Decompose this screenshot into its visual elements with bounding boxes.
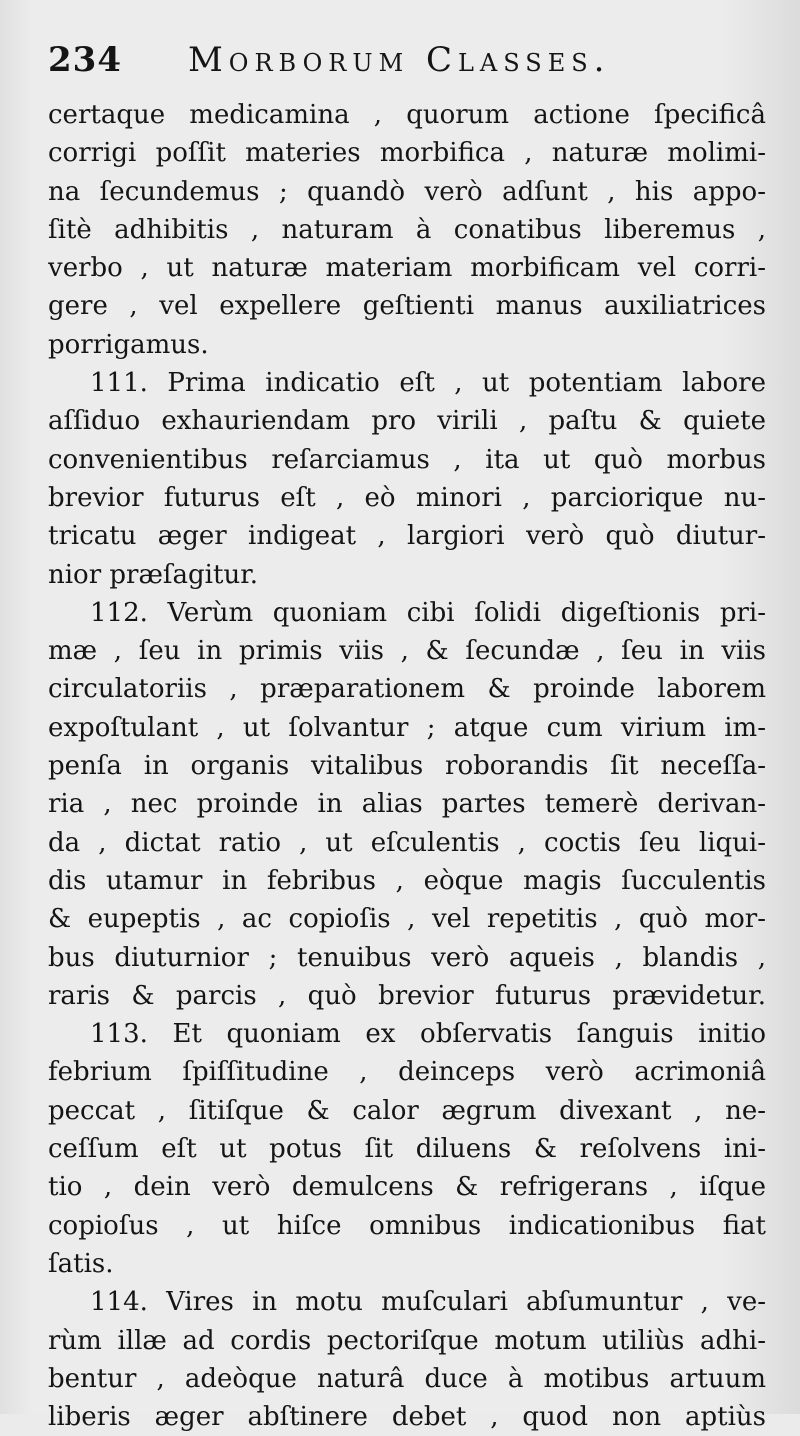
text-line: ſatis. <box>48 1248 114 1279</box>
text-line: brevior futurus eſt , eò minori , parciorique nu- <box>48 482 766 513</box>
text-line: dis utamur in febribus , eòque magis ſucculentis <box>48 865 766 896</box>
text-line: corrigi poſſit materies morbifica , naturæ molimi- <box>48 138 766 169</box>
paragraph-first-line: 114. Vires in motu muſculari abſumuntur , ve- <box>90 1287 766 1318</box>
text-line: mæ , ſeu in primis viis , & ſecundæ , ſeu in viis <box>48 636 766 667</box>
text-line: aſſiduo exhauriendam pro virili , paſtu & quiete <box>48 406 766 437</box>
paragraph-first-line: 111. Prima indicatio eſt , ut potentiam labore <box>90 368 766 399</box>
page-number: 234 <box>48 40 122 80</box>
text-line: circulatoriis , præparationem & proinde laborem <box>48 674 766 705</box>
text-line: tio , dein verò demulcens & refrigerans , iſque <box>48 1172 766 1203</box>
text-line: na ſecundemus ; quandò verò adſunt , his appo- <box>48 176 766 207</box>
text-line: da , dictat ratio , ut eſculentis , coctis ſeu liqui- <box>48 827 766 858</box>
text-line: certaque medicamina , quorum actione ſpecificâ <box>48 100 766 130</box>
text-line: tricatu æger indigeat , largiori verò quò diutur- <box>48 521 766 552</box>
text-line: febrium ſpiſſitudine , deinceps verò acrimoniâ <box>48 1057 766 1088</box>
text-line: peccat , ſitiſque & calor ægrum divexant , ne- <box>48 1095 766 1126</box>
text-line: bus diuturnior ; tenuibus verò aqueis , blandis , <box>48 942 766 973</box>
text-line: & eupeptis , ac copioſis , vel repetitis , quò mor- <box>48 904 766 935</box>
body-text <box>48 96 766 1436</box>
paragraph-first-line: 113. Et quoniam ex obſervatis ſanguis initio <box>90 1019 766 1050</box>
text-line: convenientibus reſarciamus , ita ut quò morbus <box>48 444 766 475</box>
text-line: gere , vel expellere geſtienti manus auxiliatrices <box>48 291 766 322</box>
running-head <box>48 40 766 96</box>
text-line: liberis æger abſtinere debet , quod non aptiùs <box>48 1402 766 1433</box>
text-line: expoſtulant , ut ſolvantur ; atque cum virium im- <box>48 712 766 743</box>
text-line: ſitè adhibitis , naturam à conatibus liberemus , <box>48 214 766 245</box>
text-line: ceſſum eſt ut potus ſit diluens & reſolvens ini- <box>48 1134 766 1165</box>
running-title: Morborum Classes. <box>187 40 611 80</box>
text-line: bentur , adeòque naturâ duce à motibus artuum <box>48 1363 766 1394</box>
text-line: raris & parcis , quò brevior futurus prævidetur. <box>48 980 766 1011</box>
text-line: rùm illæ ad cordis pectoriſque motum utiliùs adhi- <box>48 1325 766 1356</box>
text-line: porrigamus. <box>48 329 209 360</box>
paragraph-first-line: 112. Verùm quoniam cibi ſolidi digeſtionis pri- <box>90 597 766 628</box>
text-line: verbo , ut naturæ materiam morbificam vel corri- <box>48 253 766 284</box>
text-line: nior præſagitur. <box>48 559 259 590</box>
text-line: copioſus , ut hiſce omnibus indicationibus fiat <box>48 1210 766 1241</box>
text-line: ria , nec proinde in alias partes temerè derivan- <box>48 789 766 820</box>
text-line: penſa in organis vitalibus roborandis ſit neceſſa- <box>48 751 766 782</box>
